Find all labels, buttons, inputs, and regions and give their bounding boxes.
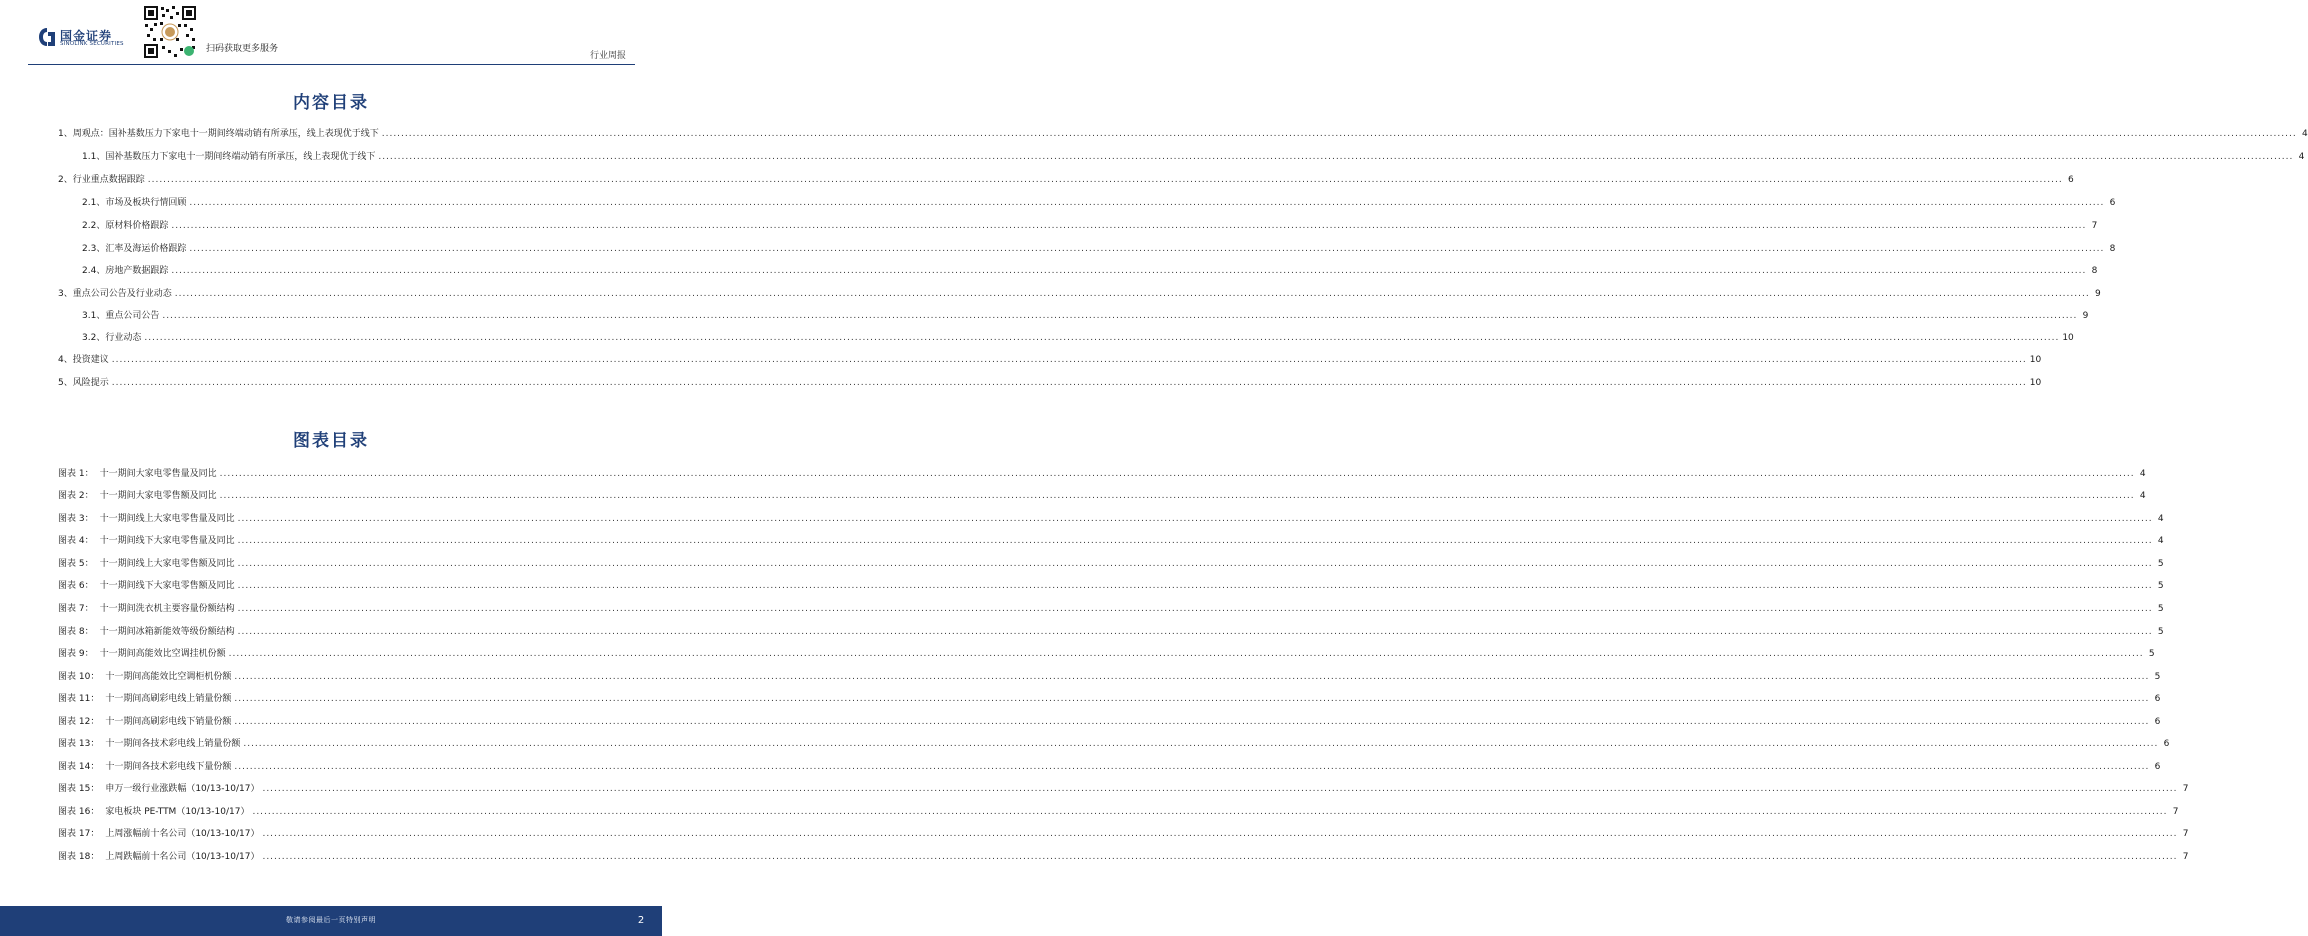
toc-entry-page: 10 — [2029, 355, 2042, 365]
figure-entry[interactable] — [58, 737, 2170, 751]
toc-entry[interactable] — [58, 287, 2101, 301]
toc-leader: ................................................................................................................................................................................................................................................................................................................................................................................................................................................................................................................ — [237, 627, 2153, 637]
toc-entry[interactable] — [82, 196, 2116, 210]
figure-number: 图表 1： — [58, 469, 94, 479]
figure-page: 5 — [2157, 559, 2164, 569]
toc-entry-label: 1、周观点：国补基数压力下家电十一期间终端动销有所承压，线上表现优于线下 — [58, 129, 379, 139]
figure-entry[interactable] — [58, 647, 2155, 661]
figure-entry[interactable] — [58, 827, 2189, 841]
figure-number: 图表 12： — [58, 717, 100, 727]
toc-entry-label: 4、投资建议 — [58, 355, 109, 365]
toc-leader: ................................................................................................................................................................................................................................................................................................................................................................................................................................................................................................................ — [262, 784, 2178, 794]
company-name-cn: 国金证券 — [60, 29, 113, 43]
toc-entry[interactable] — [82, 150, 2305, 164]
figure-entry[interactable] — [58, 512, 2164, 526]
page-header — [0, 0, 662, 64]
figure-number: 图表 3： — [58, 514, 94, 524]
toc-entry-page: 9 — [2082, 311, 2089, 321]
figure-label: 十一期间大家电零售额及同比 — [99, 491, 217, 501]
figure-label: 十一期间线下大家电零售额及同比 — [99, 581, 235, 591]
toc-entry-label: 2.1、市场及板块行情回顾 — [82, 198, 187, 208]
figure-entry[interactable] — [58, 557, 2164, 571]
figure-label: 十一期间各技术彩电线上销量份额 — [105, 739, 241, 749]
toc-entry-label: 2.4、房地产数据跟踪 — [82, 266, 169, 276]
figure-entry[interactable] — [58, 467, 2146, 481]
figure-label: 十一期间高能效比空调挂机份额 — [99, 649, 226, 659]
figure-page: 5 — [2157, 627, 2164, 637]
toc-entry-page: 6 — [2109, 198, 2116, 208]
toc-entry-page: 4 — [2298, 152, 2305, 162]
toc-leader: ................................................................................................................................................................................................................................................................................................................................................................................................................................................................................................................ — [219, 469, 2135, 479]
company-logo — [38, 27, 130, 49]
toc-entry-page: 9 — [2094, 289, 2101, 299]
toc-leader: ................................................................................................................................................................................................................................................................................................................................................................................................................................................................................................................ — [144, 333, 2060, 343]
toc-leader: ................................................................................................................................................................................................................................................................................................................................................................................................................................................................................................................ — [237, 514, 2153, 524]
figure-page: 7 — [2182, 852, 2189, 862]
toc-leader: ................................................................................................................................................................................................................................................................................................................................................................................................................................................................................................................ — [237, 604, 2153, 614]
figure-page: 6 — [2154, 762, 2161, 772]
toc-entry-label: 2.3、汇率及海运价格跟踪 — [82, 244, 187, 254]
toc-leader: ................................................................................................................................................................................................................................................................................................................................................................................................................................................................................................................ — [378, 152, 2294, 162]
figures-title: 图表目录 — [293, 431, 369, 451]
footer-disclaimer: 敬请参阅最后一页特别声明 — [286, 916, 376, 924]
company-name-en: SINOLINK SECURITIES — [60, 41, 124, 47]
figure-label: 上周跌幅前十名公司（10/13-10/17） — [105, 852, 260, 862]
toc-entry-label: 2.2、原材料价格跟踪 — [82, 221, 169, 231]
figure-page: 7 — [2182, 784, 2189, 794]
toc-leader: ................................................................................................................................................................................................................................................................................................................................................................................................................................................................................................................ — [262, 852, 2178, 862]
toc-entry-page: 8 — [2091, 266, 2098, 276]
toc-leader: ................................................................................................................................................................................................................................................................................................................................................................................................................................................................................................................ — [174, 289, 2090, 299]
toc-leader: ................................................................................................................................................................................................................................................................................................................................................................................................................................................................................................................ — [234, 762, 2150, 772]
toc-entry-label: 3、重点公司公告及行业动态 — [58, 289, 172, 299]
figure-page: 4 — [2139, 469, 2146, 479]
toc-entry-page: 8 — [2109, 244, 2116, 254]
figure-label: 十一期间洗衣机主要容量份额结构 — [99, 604, 235, 614]
figure-page: 5 — [2154, 672, 2161, 682]
figure-page: 4 — [2139, 491, 2146, 501]
toc-leader: ................................................................................................................................................................................................................................................................................................................................................................................................................................................................................................................ — [219, 491, 2135, 501]
sinolink-logo-icon — [38, 27, 56, 47]
toc-leader: ................................................................................................................................................................................................................................................................................................................................................................................................................................................................................................................ — [237, 581, 2153, 591]
figure-page: 6 — [2154, 694, 2161, 704]
figure-number: 图表 8： — [58, 627, 94, 637]
toc-entry-label: 3.1、重点公司公告 — [82, 311, 160, 321]
figure-page: 5 — [2157, 604, 2164, 614]
figure-entry[interactable] — [58, 670, 2161, 684]
figure-number: 图表 4： — [58, 536, 94, 546]
toc-leader: ................................................................................................................................................................................................................................................................................................................................................................................................................................................................................................................ — [162, 311, 2078, 321]
figure-number: 图表 10： — [58, 672, 100, 682]
toc-entry[interactable] — [82, 219, 2098, 233]
toc-leader: ................................................................................................................................................................................................................................................................................................................................................................................................................................................................................................................ — [189, 198, 2105, 208]
report-type-label: 行业周报 — [589, 51, 626, 61]
figure-entry[interactable] — [58, 760, 2161, 774]
figure-page: 4 — [2157, 536, 2164, 546]
figure-entry[interactable] — [58, 782, 2189, 796]
figure-label: 十一期间冰箱新能效等级份额结构 — [99, 627, 235, 637]
toc-leader: ................................................................................................................................................................................................................................................................................................................................................................................................................................................................................................................ — [237, 559, 2153, 569]
figure-label: 十一期间线上大家电零售额及同比 — [99, 559, 235, 569]
toc-entry[interactable] — [82, 264, 2098, 278]
page-footer — [0, 906, 662, 936]
toc-entry-page: 10 — [2029, 378, 2042, 388]
toc-leader: ................................................................................................................................................................................................................................................................................................................................................................................................................................................................................................................ — [147, 175, 2063, 185]
toc-entry[interactable] — [58, 173, 2074, 187]
toc-leader: ................................................................................................................................................................................................................................................................................................................................................................................................................................................................................................................ — [234, 717, 2150, 727]
figure-label: 十一期间大家电零售量及同比 — [99, 469, 217, 479]
toc-entry-page: 10 — [2062, 333, 2074, 343]
figure-number: 图表 7： — [58, 604, 94, 614]
toc-leader: ................................................................................................................................................................................................................................................................................................................................................................................................................................................................................................................ — [111, 355, 2027, 365]
figure-entry[interactable] — [58, 602, 2164, 616]
figure-entry[interactable] — [58, 579, 2164, 593]
toc-entry-page: 6 — [2067, 175, 2074, 185]
figure-number: 图表 9： — [58, 649, 94, 659]
figure-page: 4 — [2157, 514, 2164, 524]
figure-number: 图表 2： — [58, 491, 94, 501]
figure-number: 图表 17： — [58, 829, 100, 839]
page-number: 2 — [637, 915, 645, 926]
header-divider — [28, 64, 635, 65]
figure-entry[interactable] — [58, 489, 2146, 503]
figure-label: 上周涨幅前十名公司（10/13-10/17） — [105, 829, 260, 839]
figure-label: 十一期间线下大家电零售量及同比 — [99, 536, 235, 546]
figure-number: 图表 18： — [58, 852, 100, 862]
figure-label: 家电板块 PE-TTM（10/13-10/17） — [105, 807, 250, 817]
figure-number: 图表 14： — [58, 762, 100, 772]
contents-title: 内容目录 — [293, 93, 369, 113]
toc-leader: ................................................................................................................................................................................................................................................................................................................................................................................................................................................................................................................ — [171, 221, 2087, 231]
toc-leader: ................................................................................................................................................................................................................................................................................................................................................................................................................................................................................................................ — [111, 378, 2027, 388]
figure-page: 6 — [2163, 739, 2170, 749]
toc-leader: ................................................................................................................................................................................................................................................................................................................................................................................................................................................................................................................ — [262, 829, 2178, 839]
figure-entry[interactable] — [58, 850, 2189, 864]
figure-label: 十一期间高刷彩电线上销量份额 — [105, 694, 232, 704]
toc-leader: ................................................................................................................................................................................................................................................................................................................................................................................................................................................................................................................ — [234, 672, 2150, 682]
toc-leader: ................................................................................................................................................................................................................................................................................................................................................................................................................................................................................................................ — [381, 129, 2297, 139]
toc-leader: ................................................................................................................................................................................................................................................................................................................................................................................................................................................................................................................ — [171, 266, 2087, 276]
figure-label: 申万一级行业涨跌幅（10/13-10/17） — [105, 784, 260, 794]
toc-leader: ................................................................................................................................................................................................................................................................................................................................................................................................................................................................................................................ — [243, 739, 2159, 749]
toc-entry[interactable] — [82, 242, 2116, 256]
toc-entry[interactable] — [58, 376, 2042, 390]
toc-entry[interactable] — [82, 309, 2089, 323]
qr-caption: 扫码获取更多服务 — [206, 44, 279, 54]
figure-number: 图表 16： — [58, 807, 100, 817]
toc-entry[interactable] — [82, 331, 2074, 345]
figure-label: 十一期间高刷彩电线下销量份额 — [105, 717, 232, 727]
figure-number: 图表 11： — [58, 694, 100, 704]
toc-entry-label: 5、风险提示 — [58, 378, 109, 388]
figure-entry[interactable] — [58, 715, 2161, 729]
toc-entry-page: 4 — [2301, 129, 2308, 139]
figure-number: 图表 15： — [58, 784, 100, 794]
figure-label: 十一期间各技术彩电线下量份额 — [105, 762, 232, 772]
toc-entry[interactable] — [58, 353, 2042, 367]
figure-entry[interactable] — [58, 534, 2164, 548]
figure-page: 7 — [2172, 807, 2179, 817]
figure-number: 图表 6： — [58, 581, 94, 591]
toc-entry-label: 2、行业重点数据跟踪 — [58, 175, 145, 185]
figure-number: 图表 5： — [58, 559, 94, 569]
figure-page: 5 — [2157, 581, 2164, 591]
figure-page: 5 — [2148, 649, 2155, 659]
toc-entry-label: 1.1、国补基数压力下家电十一期间终端动销有所承压，线上表现优于线下 — [82, 152, 376, 162]
figure-label: 十一期间高能效比空调柜机份额 — [105, 672, 232, 682]
toc-leader: ................................................................................................................................................................................................................................................................................................................................................................................................................................................................................................................ — [228, 649, 2144, 659]
toc-leader: ................................................................................................................................................................................................................................................................................................................................................................................................................................................................................................................ — [234, 694, 2150, 704]
figure-page: 7 — [2182, 829, 2189, 839]
toc-leader: ................................................................................................................................................................................................................................................................................................................................................................................................................................................................................................................ — [252, 807, 2168, 817]
toc-leader: ................................................................................................................................................................................................................................................................................................................................................................................................................................................................................................................ — [237, 536, 2153, 546]
qr-code-icon[interactable] — [142, 4, 198, 60]
toc-entry-page: 7 — [2091, 221, 2098, 231]
figure-entry[interactable] — [58, 692, 2161, 706]
toc-leader: ................................................................................................................................................................................................................................................................................................................................................................................................................................................................................................................ — [189, 244, 2105, 254]
figure-number: 图表 13： — [58, 739, 100, 749]
figure-entry[interactable] — [58, 805, 2179, 819]
toc-entry[interactable] — [58, 127, 2308, 141]
figure-label: 十一期间线上大家电零售量及同比 — [99, 514, 235, 524]
figure-page: 6 — [2154, 717, 2161, 727]
toc-entry-label: 3.2、行业动态 — [82, 333, 142, 343]
figure-entry[interactable] — [58, 625, 2164, 639]
